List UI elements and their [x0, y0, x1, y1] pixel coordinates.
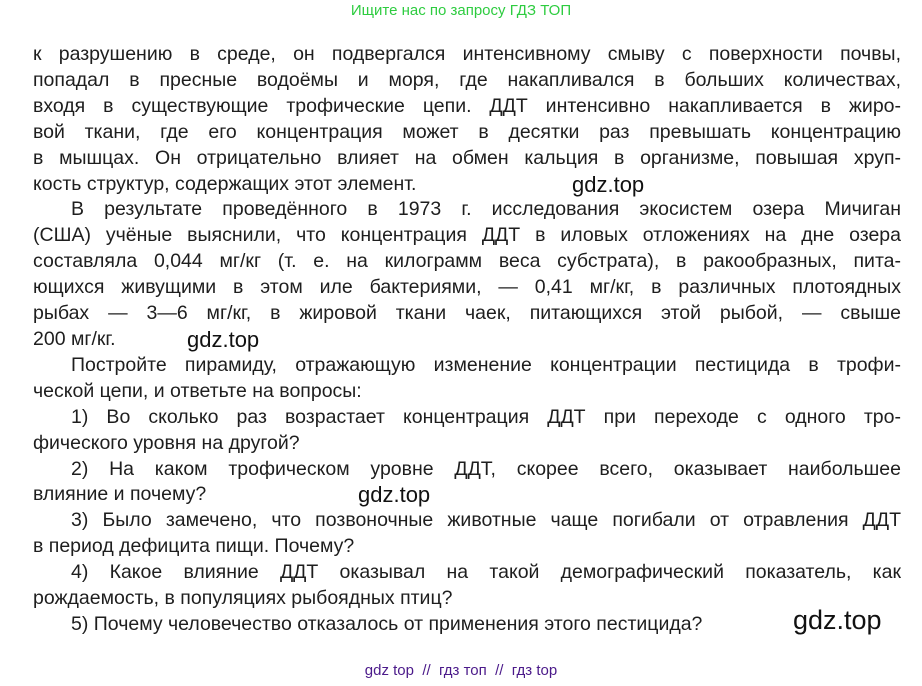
top-banner: Ищите нас по запросу ГДЗ ТОП [350, 2, 572, 19]
text-line: Постройте пирамиду, отражающую изменение концентрации пестицида в трофи- [71, 353, 901, 376]
text-line: входя в существующие трофические цепи. ДДТ интенсивно накапливается в жиро- [33, 94, 901, 117]
footer-links: gdz top // гдз топ // гдз top [364, 662, 558, 679]
text-line: составляла 0,044 мг/кг (т. е. на килограмм веса субстрата), в ракообразных, пита- [33, 250, 901, 273]
watermark: gdz.top [793, 605, 882, 635]
text-line: 200 мг/кг. [33, 327, 116, 350]
text-line: в мышцах. Он отрицательно влияет на обмен кальция в организме, повышая хруп- [33, 146, 901, 169]
text-line: ющихся живущими в этом иле бактериями, — 0,41 мг/кг, в различных плотоядных [33, 276, 901, 299]
text-line: влияние и почему? [33, 483, 207, 506]
text-line: в период дефицита пищи. Почему? [33, 535, 355, 558]
question-1: 1) Во сколько раз возрастает концентрация ДДТ при переходе с одного тро- [71, 405, 901, 428]
text-line: рождаемость, в популяциях рыбоядных птиц? [33, 587, 453, 610]
watermark: gdz.top [572, 172, 645, 197]
question-3: 3) Было замечено, что позвоночные животные чаще погибали от отравления ДДТ [71, 509, 901, 532]
text-line: рыбах — 3—6 мг/кг, в жировой ткани чаек, питающихся этой рыбой, — свыше [33, 302, 901, 325]
text-line: попадал в пресные водоёмы и моря, где накапливался в больших количествах, [33, 68, 901, 91]
text-line: фического уровня на другой? [33, 431, 300, 454]
text-line: к разрушению в среде, он подвергался интенсивному смыву с поверхности почвы, [33, 43, 901, 65]
question-5: 5) Почему человечество отказалось от применения этого пестицида? [71, 612, 703, 635]
question-2: 2) На каком трофическом уровне ДДТ, скорее всего, оказывает наибольшее [71, 457, 901, 480]
text-line: В результате проведённого в 1973 г. исследования экосистем озера Мичиган [71, 198, 901, 221]
question-4: 4) Какое влияние ДДТ оказывал на такой демографический показатель, как [71, 561, 901, 584]
watermark: gdz.top [187, 327, 260, 352]
text-line: вой ткани, где его концентрация может в десятки раз превышать концентрацию [33, 120, 901, 143]
text-line: ческой цепи, и ответьте на вопросы: [33, 379, 362, 402]
watermark: gdz.top [358, 482, 431, 507]
text-line: (США) учёные выяснили, что концентрация ДДТ в иловых отложениях на дне озера [33, 224, 901, 247]
text-line: кость структур, содержащих этот элемент. [33, 172, 417, 195]
document-text [33, 42, 901, 638]
